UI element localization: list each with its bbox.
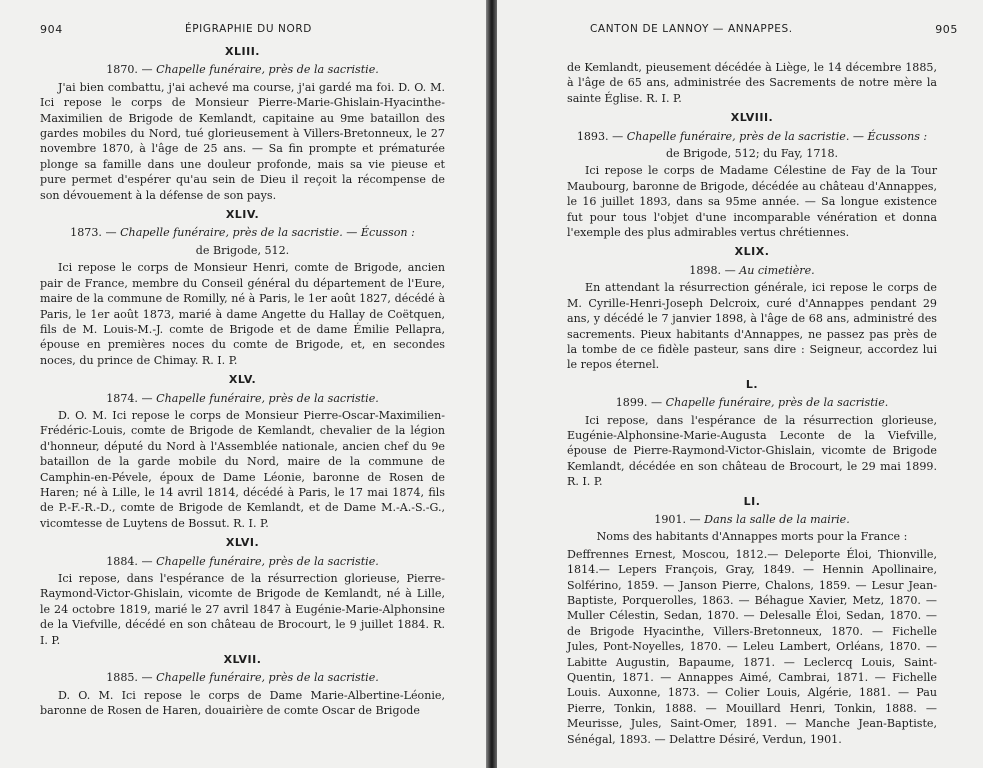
entry-heading — [567, 395, 937, 410]
entry-heading — [40, 225, 445, 240]
entry-number: XLVII. — [223, 653, 262, 667]
entry-text: J'ai bien combattu, j'ai achevé ma course, j'ai gardé ma foi. D. O. M. Ici repose le corps de Monsieur Pierre-Marie-Ghislain-Hyacinthe-Maximilien de Brigode de Kemlandt, capitaine au 9me bataillon des gardes mobiles du Nord, tué glorieusement à Villers-Bretonneux, le 27 novembre 1870, à l'âge de 25 ans. — Sa fin prompte et prématurée plonge sa famille dans une douleur profonde, mais sa vie pieuse et pure permet d'espérer qu'au sein de Dieu il reçoit la récompense de son dévouement à la défense de son pays. — [40, 80, 445, 202]
entry-xliv — [40, 207, 445, 368]
left-page — [0, 0, 486, 768]
entry-number: XLIII. — [225, 45, 260, 58]
entry-xliii — [40, 44, 445, 203]
entry-year: 1885. — — [106, 671, 157, 685]
entry-heading — [40, 670, 445, 685]
entry-text: En attendant la résurrection générale, ici repose le corps de M. Cyrille-Henri-Joseph Delcroix, curé d'Annappes pendant 29 ans, y décédé le 7 janvier 1898, à l'âge de 68 ans, administré des sacrements. Pieux habitants d'Annappes, ne passez pas près de la tombe de ce fidèle pasteur, sans dire : Seigneur, accordez lui le repos éternel. — [567, 281, 937, 372]
entry-heading — [567, 129, 937, 144]
entry-year: 1899. — — [615, 396, 666, 410]
continuation-text: de Kemlandt, pieusement décédée à Liège, le 14 décembre 1885, à l'âge de 65 ans, administrée des Sacrements de notre mère la sainte Église. R. I. P. — [567, 61, 937, 105]
entry-xlvii — [40, 652, 445, 719]
entry-number: XLIV. — [225, 208, 260, 222]
entry-intro: Noms des habitants d'Annappes morts pour la France : — [596, 530, 908, 544]
entry-li — [567, 494, 937, 748]
left-page-content — [40, 22, 445, 723]
right-running-head — [590, 22, 980, 40]
entry-location: Chapelle funéraire, près de la sacristie. — [156, 671, 379, 685]
entry-heading — [567, 512, 937, 527]
entry-heading-continued: de Brigode, 512; du Fay, 1718. — [665, 147, 839, 161]
entry-year: 1893. — — [576, 129, 627, 143]
right-page-content — [567, 60, 937, 751]
entry-heading — [40, 554, 445, 569]
entry-year: 1901. — — [654, 512, 705, 526]
entry-location: Chapelle funéraire, près de la sacristie. — [156, 63, 379, 77]
entry-location: Dans la salle de la mairie. — [704, 512, 850, 526]
entry-year: 1873. — — [70, 226, 121, 240]
entry-text: D. O. M. Ici repose le corps de Monsieur Pierre-Oscar-Maximilien-Frédéric-Louis, comte de Brigode de Kemlandt, chevalier de la légion d'honneur, député du Nord à l'Assemblée nationale, ancien chef du 9e bataillon de la garde mobile du Nord, maire de la commune de Camphin-en-Pévele, époux de Dame Léonie, baronne de Rosen de Haren; né à Lille, le 14 avril 1814, décédé à Paris, le 17 mai 1874, fils de P.-F.-R.-D., comte de Brigode de Kemlandt, et de Dame M.-A.-S.-G., vicomtesse de Luytens de Bossut. R. I. P. — [40, 408, 445, 530]
running-title: CANTON DE LANNOY — ANNAPPES. — [590, 23, 793, 35]
entry-location: Chapelle funéraire, près de la sacristie. — Écussons : — [626, 129, 928, 143]
entry-location: Chapelle funéraire, près de la sacristie. — [156, 554, 379, 568]
entry-number: XLV. — [228, 373, 257, 387]
running-title: ÉPIGRAPHIE DU NORD — [185, 23, 312, 35]
entry-location: Chapelle funéraire, près de la sacristie. — [156, 391, 379, 405]
entry-number: L. — [745, 377, 759, 391]
entry-heading — [40, 391, 445, 406]
entry-l — [567, 377, 937, 490]
entry-text: Ici repose, dans l'espérance de la résurrection glorieuse, Eugénie-Alphonsine-Marie-Augusta Leconte de la Viefville, épouse de Pierre-Raymond-Victor-Ghislain, vicomte de Brigode Kemlandt, décédée en son château de Brocourt, le 29 mai 1899. R. I. P. — [567, 413, 937, 489]
entry-location: Chapelle funéraire, près de la sacristie. — Écusson : — [120, 226, 415, 240]
left-running-head — [40, 22, 445, 40]
page-number: 904 — [40, 23, 63, 36]
entry-xlix — [567, 244, 937, 372]
entry-year: 1884. — — [106, 554, 157, 568]
entry-number: LI. — [743, 494, 761, 508]
entry-xlviii — [567, 110, 937, 240]
book-gutter — [486, 0, 497, 768]
entry-location: Au cimetière. — [739, 263, 815, 277]
entry-text: D. O. M. Ici repose le corps de Dame Marie-Albertine-Léonie, baronne de Rosen de Haren, douairière de comte Oscar de Brigode — [40, 688, 445, 718]
entry-location: Chapelle funéraire, près de la sacristie. — [665, 396, 889, 410]
entry-year: 1898. — — [689, 263, 740, 277]
entry-xlvi — [40, 535, 445, 648]
entry-text: Ici repose le corps de Madame Célestine de Fay de la Tour Maubourg, baronne de Brigode, décédée au château d'Annappes, le 16 juillet 1893, dans sa 95me année. — Sa longue existence fut pour tous l'objet d'une incomparable vénération et donna l'exemple des plus admirables vertus chrétiennes. — [567, 164, 937, 240]
right-page — [497, 0, 983, 768]
entry-year: 1874. — — [106, 391, 157, 405]
entry-number: XLVIII. — [730, 111, 774, 125]
entry-year: 1870. — — [106, 63, 157, 77]
entry-heading-continued: de Brigode, 512. — [195, 243, 290, 257]
entry-heading — [40, 62, 445, 77]
page-number: 905 — [935, 23, 958, 36]
entry-number: XLVI. — [225, 536, 260, 550]
entry-number: XLIX. — [734, 245, 770, 259]
entry-text: Deffrennes Ernest, Moscou, 1812.— Deleporte Éloi, Thionville, 1814.— Lepers François, Gray, 1849. — Hennin Apollinaire, Solférino, 1859. — Janson Pierre, Chalons, 1859. — Lesur Jean-Baptiste, Porquerolles, 1863. — Béhague Xavier, Metz, 1870. — Muller Célestin, Sedan, 1870. — Delesalle Éloi, Sedan, 1870. — de Brigode Hyacinthe, Villers-Bretonneux, 1870. — Fichelle Jules, Pont-Noyelles, 1870. — Leleu Lambert, Orléans, 1870. — Labitte Augustin, Bapaume, 1871. — Leclercq Louis, Saint-Quentin, 1871. — Annappes Aimé, Cambrai, 1871. — Fichelle Louis. Auxonne, 1873. — Colier Louis, Algérie, 1881. — Pau Pierre, Tonkin, 1888. — Mouillard Henri, Tonkin, 1888. — Meurisse, Jules, Saint-Omer, 1891. — Manche Jean-Baptiste, Sénégal, 1893. — Delattre Désiré, Verdun, 1901. — [567, 547, 937, 746]
entry-xlv — [40, 372, 445, 531]
entry-text: Ici repose le corps de Monsieur Henri, comte de Brigode, ancien pair de France, membre du Conseil général du département de l'Eure, maire de la commune de Romilly, né à Paris, le 1er août 1827, décédé à Paris, le 1er août 1873, marié à dame Angette du Hallay de Coëtquen, fils de M. Louis-M.-J. comte de Brigode et de dame Émilie Pellapra, épouse en premières noces du comte de Brigode, et, en secondes noces, du prince de Chimay. R. I. P. — [40, 261, 445, 367]
entry-heading — [567, 263, 937, 278]
entry-text: Ici repose, dans l'espérance de la résurrection glorieuse, Pierre-Raymond-Victor-Ghislain, vicomte de Brigode de Kemlandt, né à Lille, le 24 octobre 1819, marié le 27 avril 1847 à Eugénie-Marie-Alphonsine de la Viefville, décédé en son château de Brocourt, le 9 juillet 1884. R. I. P. — [40, 572, 445, 647]
